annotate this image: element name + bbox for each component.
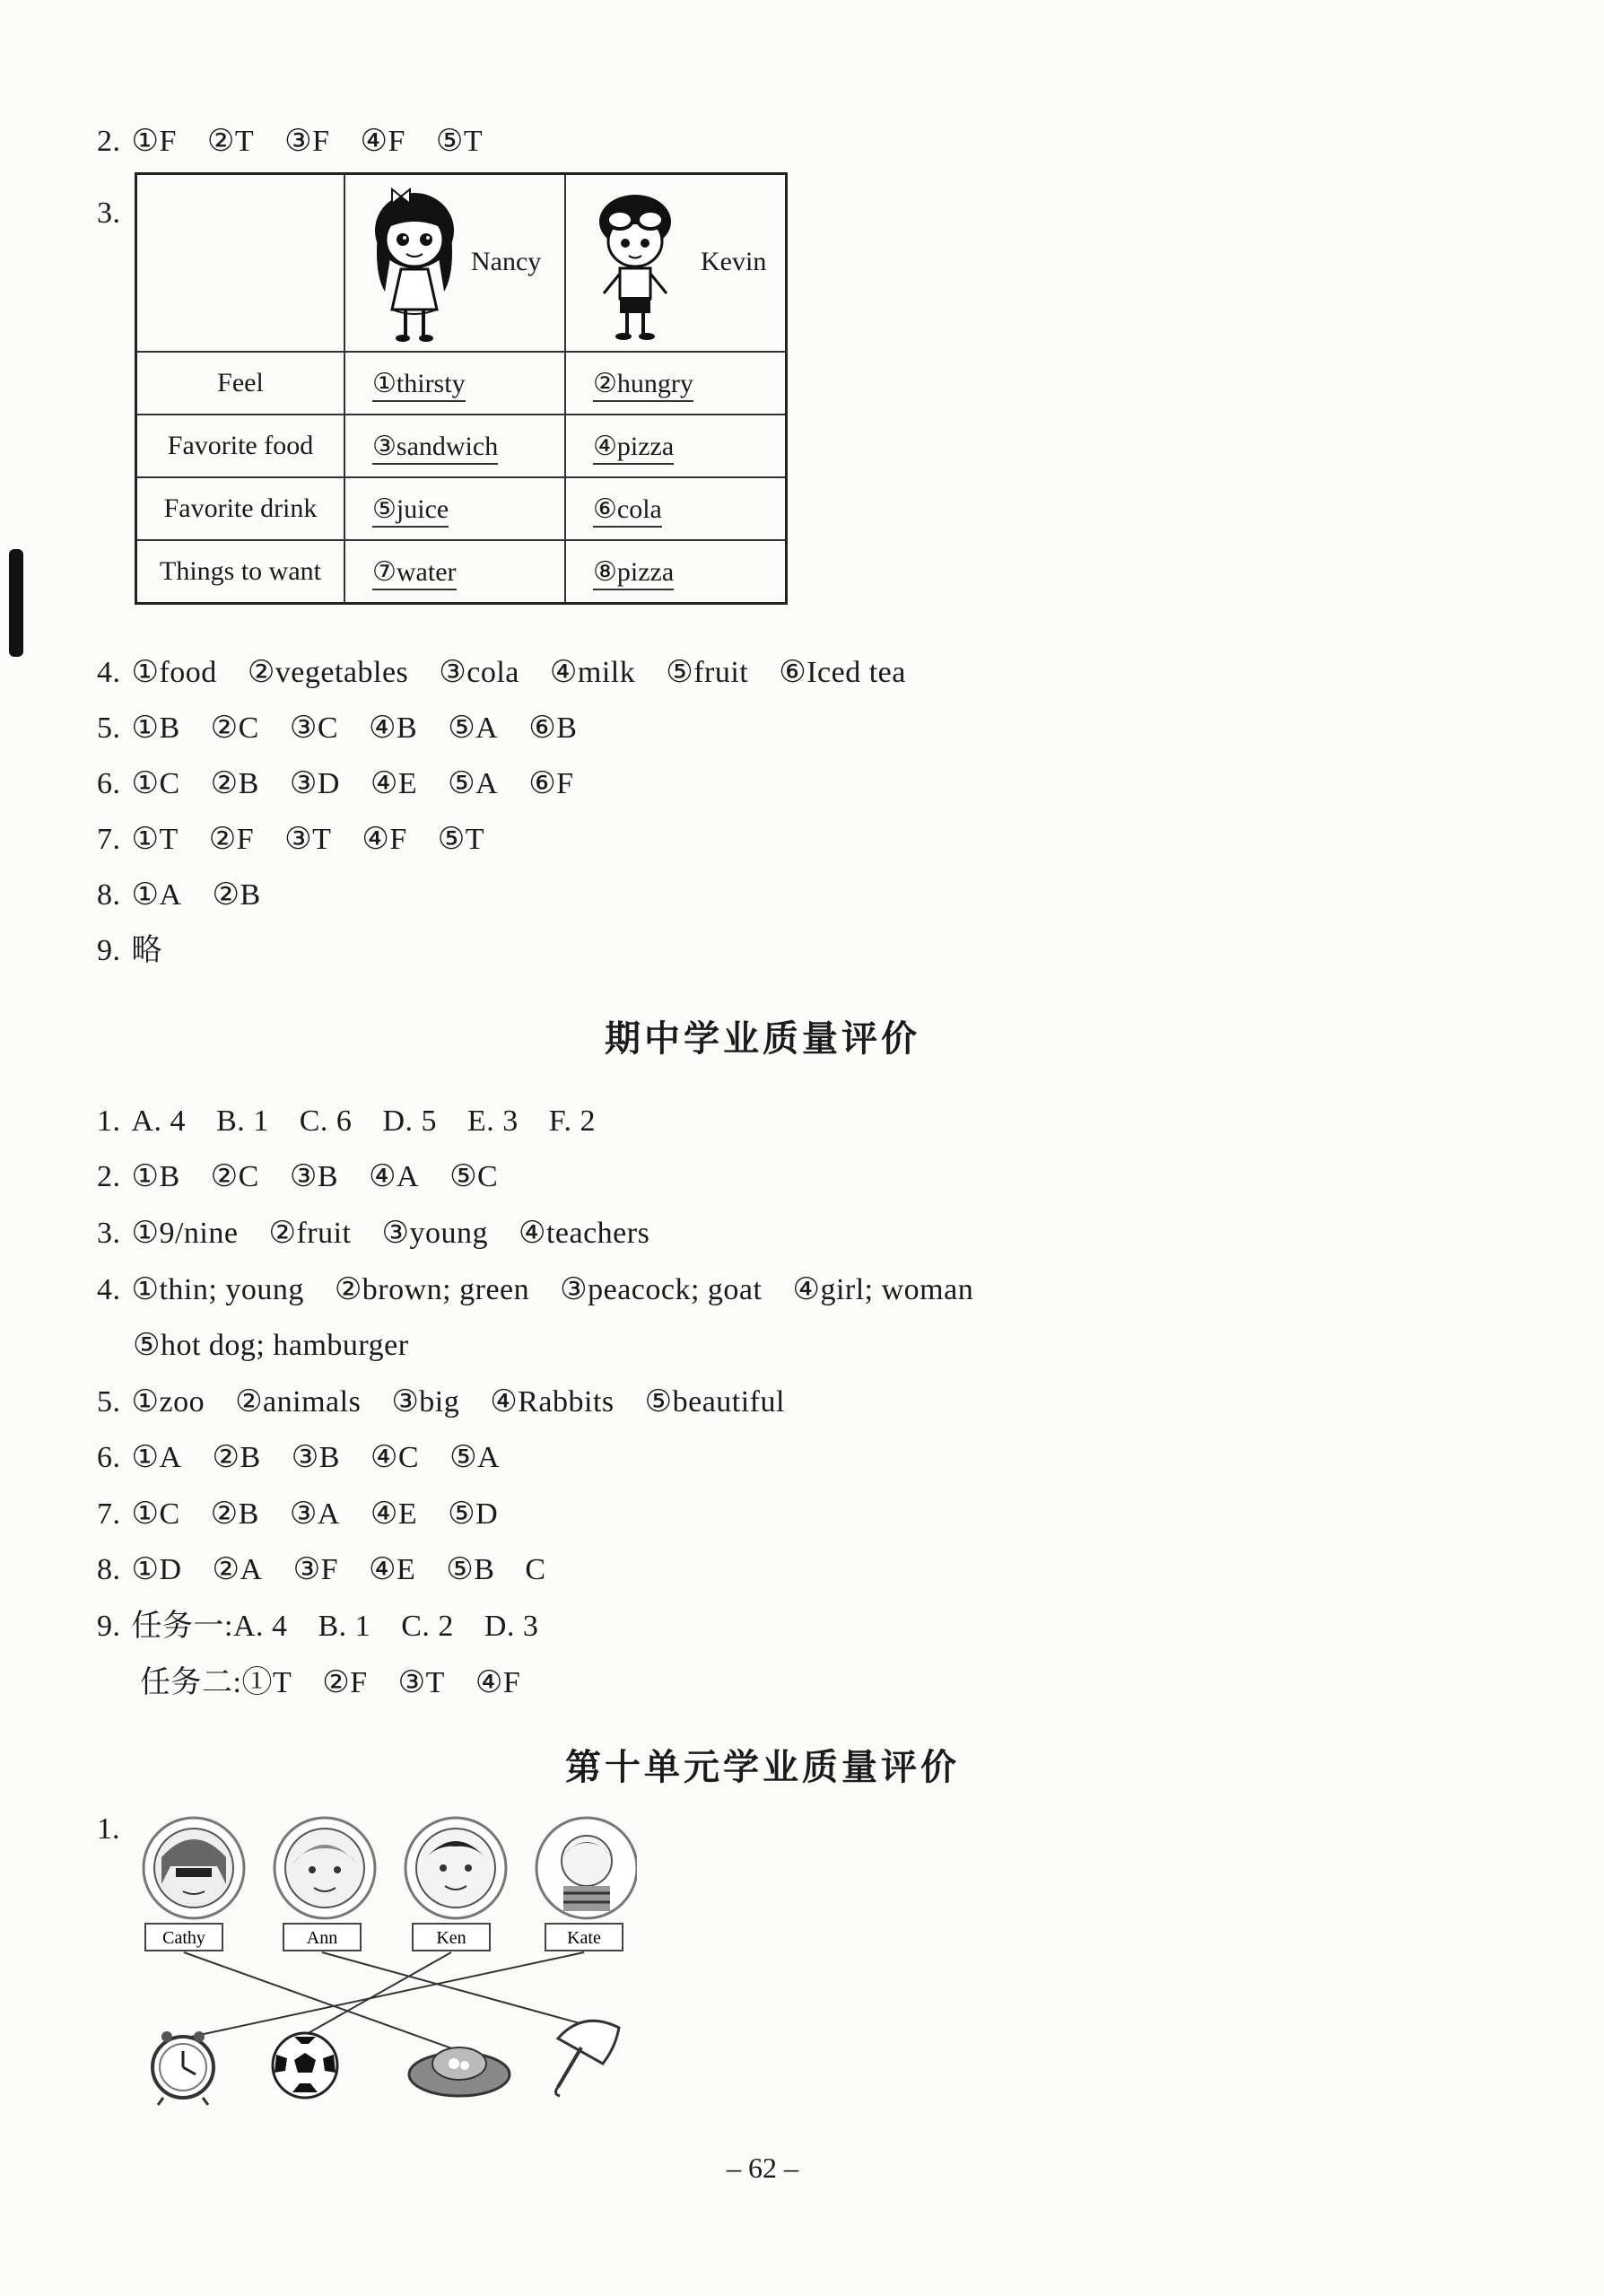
question-number: 6. [97,767,121,800]
answer-item: ⑤T [435,125,484,158]
answer-line [97,709,607,748]
answer-item: ②fruit [268,1217,352,1250]
answer-item: ④milk [549,656,636,689]
section-title: 第十单元学业质量评价 [565,1747,960,1788]
table-row [136,477,787,540]
answer-item: ①D [131,1553,182,1586]
answer-item: B. 1 [318,1610,371,1643]
answer-item: ③F [284,125,330,158]
answer-item: D. 3 [484,1610,539,1643]
row-label: Favorite drink [136,477,345,540]
answer-item: ①C [131,1497,180,1531]
answer-item: ①B [131,1160,180,1193]
row-label: Things to want [136,540,345,604]
answer-item: ⑤A [448,767,499,800]
answer-item: C [525,1553,546,1586]
question-number: 1. [97,1104,121,1138]
answer-item: B. 1 [216,1104,269,1138]
answer-item: ③T [284,823,332,856]
answer-item: ②T [206,125,255,158]
answer-item: ③C [289,711,339,745]
answer-item: ③T [397,1666,445,1699]
answer-item: ①F [131,125,177,158]
matching-figure [135,1812,637,2117]
answer-item: ⑤beautiful [644,1385,785,1419]
answer-item: ②F [322,1666,368,1699]
answer-line [133,1326,440,1366]
answer-item: ③D [289,767,340,800]
answer-item: ②B [210,767,259,800]
nancy-answer: ⑦water [372,557,457,590]
name-label: Ann [306,1928,338,1948]
answer-item: ③peacock; goat [560,1273,763,1306]
answer-line [97,1270,1004,1310]
hat-icon [409,2047,510,2096]
section-title: 期中学业质量评价 [605,1018,920,1060]
kevin-header-cell [565,174,786,353]
answer-item: ②C [210,1160,259,1193]
girl-icon [365,184,464,345]
answer-item: ①zoo [131,1385,205,1419]
nancy-answer: ⑤juice [372,494,449,528]
answer-item: ③A [289,1497,340,1531]
answer-item: ④E [370,767,418,800]
answer-item: ⑤fruit [666,656,749,689]
answer-item: ④B [369,711,418,745]
question-number: 6. [97,1441,121,1474]
answer-item: ④F [362,823,407,856]
answer-item: ④A [369,1160,420,1193]
answer-line [97,820,515,860]
table-row [136,415,787,477]
answer-item: ②A [212,1553,263,1586]
answer-item: E. 3 [467,1104,519,1138]
answer-item: ③B [291,1441,340,1474]
scan-mark [9,549,23,657]
umbrella-icon [555,2021,619,2096]
boy-icon [586,184,684,345]
answer-item: ⑤A [448,711,499,745]
kevin-answer: ②hungry [593,369,693,402]
question-number: 5. [97,1385,121,1419]
answer-item: 任务二:①T [140,1666,292,1699]
answer-item: ⑤B [446,1553,495,1586]
nancy-answer: ③sandwich [372,432,498,465]
answer-item: ⑥B [528,711,578,745]
clock-icon [153,2031,214,2105]
answer-item: ②C [210,711,259,745]
answer-item: C. 2 [401,1610,454,1643]
answer-item: ②vegetables [247,656,409,689]
ann-face-icon [275,1818,375,1918]
answer-item: ④F [475,1666,521,1699]
ken-face-icon [405,1818,506,1918]
answer-item: ①A [131,1441,182,1474]
answer-item: ②B [210,1497,259,1531]
answer-item: ④girl; woman [792,1273,974,1306]
answer-item: ①A [131,878,182,912]
name-label: Kate [567,1928,601,1948]
question-number: 4. [97,1273,121,1306]
answer-item: ②brown; green [334,1273,530,1306]
answer-item: A. 4 [131,1104,187,1138]
question-number: 4. [97,656,121,689]
answer-item: ①thin; young [131,1273,304,1306]
answer-item: ③F [292,1553,338,1586]
answer-item: ①B [131,711,180,745]
answer-item: ①T [131,823,179,856]
kevin-answer: ⑥cola [593,494,662,528]
answer-item: ④E [368,1553,416,1586]
answer-item: ④C [370,1441,420,1474]
answer-item: ③young [381,1217,488,1250]
answer-item: ②B [212,1441,261,1474]
answer-item: ①C [131,767,180,800]
answer-item: ⑤C [449,1160,499,1193]
answer-item: ④Rabbits [490,1385,615,1419]
table-row [136,540,787,604]
question-number: 8. [97,1553,121,1586]
answer-table [135,172,788,605]
answer-line [97,1550,577,1590]
kevin-answer: ⑧pizza [593,557,674,590]
answer-line [140,1663,551,1703]
answer-item: ⑤hot dog; hamburger [133,1329,409,1362]
match-lines [183,1952,584,2051]
answer-line [97,764,605,804]
answer-item: ⑥Iced tea [779,656,906,689]
answer-item: ⑤T [437,823,485,856]
question-number: 7. [97,1497,121,1531]
answer-item: ③B [289,1160,339,1193]
answer-item: ⑥F [528,767,574,800]
question-number: 7. [97,823,121,856]
answer-line [97,931,193,971]
answer-item: ②F [208,823,255,856]
nancy-label: Nancy [471,247,542,276]
answer-item: ⑤A [449,1441,501,1474]
answer-item: ①9/nine [131,1217,239,1250]
question-number: 3. [97,1217,121,1250]
question-number: 5. [97,711,121,745]
answer-item: ⑤D [448,1497,499,1531]
answer-line [97,1607,569,1646]
answer-item: ④teachers [518,1217,650,1250]
name-label: Ken [436,1928,466,1948]
match-line [322,1952,583,2024]
answer-item: D. 5 [382,1104,437,1138]
cathy-face-icon [144,1818,244,1918]
table-corner-cell [136,174,345,353]
question-number: 8. [97,878,121,912]
answer-line [97,1495,528,1534]
nancy-answer: ①thirsty [372,369,466,402]
answer-item: ④F [360,125,405,158]
question-number: 9. [97,934,121,967]
nancy-header-cell [344,174,565,353]
answer-item: ③cola [439,656,519,689]
answer-item: ③big [391,1385,460,1419]
row-label: Favorite food [136,415,345,477]
answer-line [97,1102,626,1141]
table-row [136,352,787,415]
answer-item: 任务一:A. 4 [131,1610,288,1643]
answer-line [97,1383,815,1422]
question-number: 3. [97,196,121,230]
question-number: 2. [97,1160,121,1193]
kevin-label: Kevin [701,247,767,276]
answer-item: C. 6 [299,1104,353,1138]
football-icon [273,2033,337,2098]
answer-line [97,653,937,693]
answer-item: F. 2 [548,1104,596,1138]
kate-face-icon [536,1818,637,1918]
row-label: Feel [136,352,345,415]
answer-line [97,1214,680,1253]
answer-item: 略 [131,934,162,967]
match-line [183,1952,584,2038]
answer-line [97,876,292,915]
answer-item: ②B [212,878,261,912]
answer-line [97,1157,528,1197]
answer-item: ②animals [235,1385,362,1419]
answer-line [97,1438,530,1478]
page-number: – 62 – [727,2152,798,2184]
answer-line [97,122,513,162]
kevin-answer: ④pizza [593,432,674,465]
question-number: 1. [97,1812,120,1846]
answer-item: ①food [131,656,217,689]
answer-item: ④E [370,1497,418,1531]
name-label: Cathy [162,1928,205,1948]
question-number: 9. [97,1610,121,1643]
question-number: 2. [97,125,121,158]
